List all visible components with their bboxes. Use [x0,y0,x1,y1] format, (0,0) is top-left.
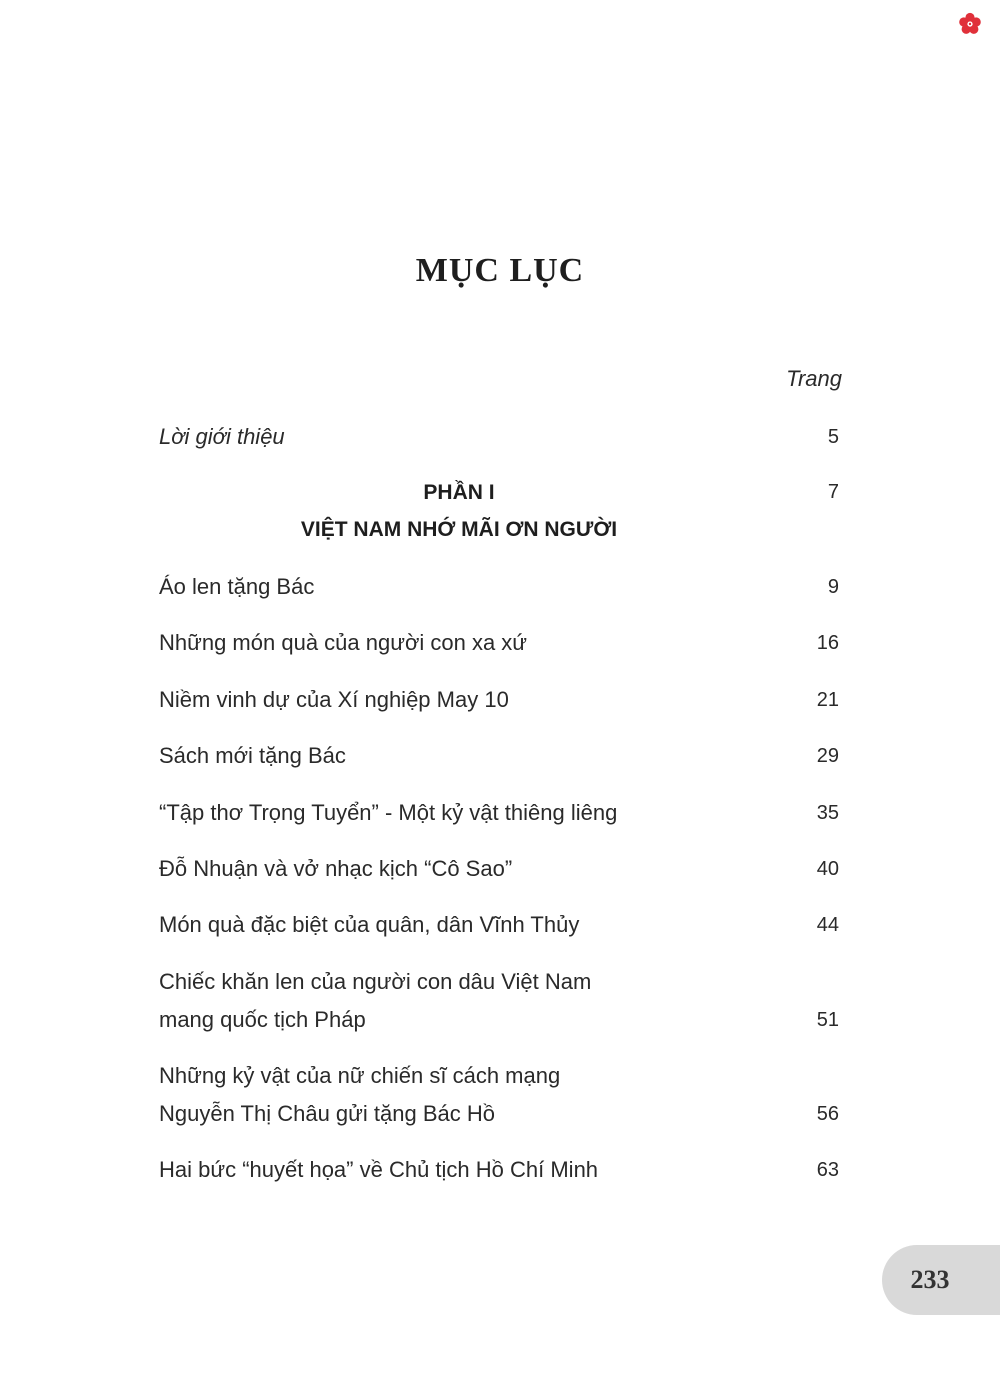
toc-entry-title-line-1: Chiếc khăn len của người con dâu Việt Nam [159,969,592,994]
toc-entry-title: Hai bức “huyết họa” về Chủ tịch Hồ Chí Minh [159,1157,599,1182]
flower-logo-icon [958,12,982,36]
toc-entry[interactable] [159,681,839,719]
toc-entry-page: 40 [816,858,839,880]
toc-entry[interactable] [159,850,839,888]
toc-entry-page: 5 [827,426,839,448]
toc-entry-page: 56 [816,1103,839,1125]
toc-entry-title: Những món quà của người con xa xứ [159,630,528,655]
toc-entry-title-line-1: Những kỷ vật của nữ chiến sĩ cách mạng [159,1063,561,1088]
page-title: MỤC LỤC [415,252,585,289]
toc-entry-title: Niềm vinh dự của Xí nghiệp May 10 [159,687,509,712]
toc-entry[interactable] [159,568,839,606]
toc-entry-title: “Tập thơ Trọng Tuyển” - Một kỷ vật thiêng liêng [159,800,618,825]
toc-entry-page: 51 [816,1009,839,1031]
toc-entry-title: Sách mới tặng Bác [159,743,346,768]
part-label: PHẦN I [423,481,495,504]
toc-entry-page: 21 [816,689,839,711]
toc-entry[interactable] [159,1151,839,1189]
toc-entry-title: Đỗ Nhuận và vở nhạc kịch “Cô Sao” [159,856,513,881]
toc-entry[interactable] [159,794,839,832]
toc-entry[interactable] [159,963,839,1039]
toc-entry-title-line-2: mang quốc tịch Pháp [159,1007,366,1032]
toc-entry-title-line-2: Nguyễn Thị Châu gửi tặng Bác Hồ [159,1101,495,1126]
toc-entry-page: 35 [816,802,839,824]
part-title: VIỆT NAM NHỚ MÃI ƠN NGƯỜI [300,518,618,541]
toc-entry-page: 9 [827,576,839,598]
toc-entry-title: Lời giới thiệu [159,424,285,449]
toc-entry-page: 63 [816,1159,839,1181]
toc-entry-page: 29 [816,745,839,767]
toc-entry[interactable] [159,1057,839,1133]
toc-entry-page: 44 [816,914,839,936]
toc-entry-title: Món quà đặc biệt của quân, dân Vĩnh Thủy [159,912,580,937]
toc-entry[interactable] [159,737,839,775]
toc-entry-page: 16 [816,632,839,654]
toc-entry-intro[interactable] [159,418,839,456]
toc-entry-title: Áo len tặng Bác [159,574,315,599]
toc-entry[interactable] [159,906,839,944]
toc-entry[interactable] [159,624,839,662]
page-column-header: Trang [786,366,842,391]
page-number: 233 [910,1265,950,1294]
toc-entry-page: 7 [827,481,839,503]
